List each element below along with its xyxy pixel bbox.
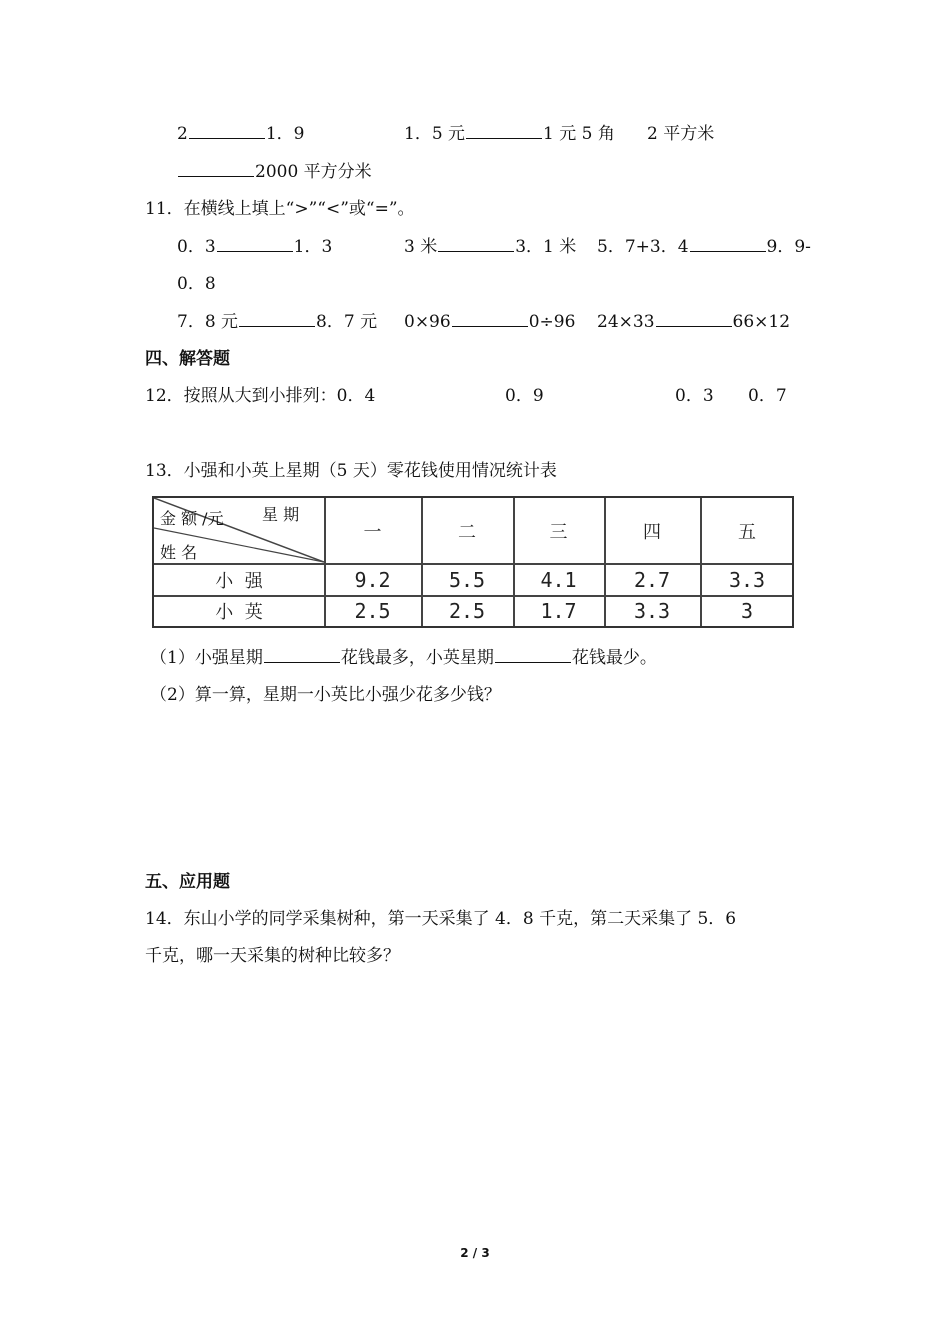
answer-blank[interactable]	[452, 310, 528, 327]
row-name: 小 英	[215, 602, 263, 623]
table-cell: 5.5	[448, 567, 486, 592]
table-header-row	[154, 498, 792, 563]
q13-part2: （2）算一算，星期一小英比小强少花多少钱？	[150, 685, 501, 705]
answer-blank[interactable]	[217, 235, 293, 252]
q13-p1c: 花钱最少。	[571, 648, 657, 668]
table-cell: 3.3	[633, 599, 671, 623]
table-cell: 2.5	[448, 599, 486, 623]
q13-title: 13．小强和小英上星期（5 天）零花钱使用情况统计表	[145, 461, 557, 481]
answer-blank[interactable]	[264, 646, 340, 663]
day-1: 一	[363, 521, 382, 543]
q11-r1-a1: 0．3	[177, 237, 216, 257]
table-cell: 3.3	[728, 567, 766, 592]
q11-title: 11．在横线上填上“>”“<”或“=”。	[145, 199, 415, 219]
q13-part1	[150, 646, 657, 670]
q10-row-c	[647, 122, 714, 146]
q14-line2: 千克，哪一天采集的树种比较多？	[145, 946, 400, 966]
table-cell: 2.5	[354, 599, 391, 623]
day-2: 二	[458, 521, 476, 543]
table-row	[154, 564, 792, 595]
q11-r2-c2: 66×12	[732, 312, 791, 332]
q11-r2-b2: 0÷96	[528, 312, 576, 332]
q11-row1-c	[597, 235, 811, 259]
q10-a1: 2	[177, 124, 188, 144]
q10-row-2	[177, 160, 372, 184]
spending-table	[152, 496, 794, 628]
q10-c1: 2 平方米	[647, 124, 715, 144]
q11-row2-b	[404, 310, 575, 334]
q10-row	[177, 122, 304, 146]
table-cell: 2.7	[633, 567, 671, 592]
q11-r1-a2: 1．3	[293, 237, 333, 257]
q11-r1-b2: 3．1 米	[515, 237, 577, 257]
q12-n3: 0．3	[675, 386, 714, 406]
section-5-title: 五、应用题	[145, 872, 230, 892]
header-name: 姓 名	[160, 543, 198, 562]
page-number: 2 / 3	[460, 1246, 490, 1260]
table-cell: 3	[740, 599, 754, 623]
day-4: 四	[643, 521, 661, 543]
answer-blank[interactable]	[239, 310, 315, 327]
q10-b2: 1 元 5 角	[543, 124, 615, 144]
answer-blank[interactable]	[438, 235, 514, 252]
q11-r1-c1: 5．7+3．4	[597, 237, 689, 257]
answer-blank[interactable]	[690, 235, 766, 252]
day-3: 三	[549, 521, 568, 543]
q11-row1-wrap: 0．8	[177, 274, 216, 294]
q11-row2-c	[597, 310, 790, 334]
table-row	[154, 596, 792, 626]
q10-a2: 1．9	[265, 124, 305, 144]
table-cell: 4.1	[540, 567, 577, 592]
q12-label: 12．按照从大到小排列：0．4	[145, 386, 376, 406]
day-5: 五	[738, 521, 756, 543]
row-name: 小 强	[215, 570, 263, 592]
q11-r1-b1: 3 米	[404, 237, 438, 257]
q11-row1-b	[404, 235, 576, 259]
header-week: 星 期	[262, 505, 300, 524]
q13-p1a: （1）小强星期	[150, 648, 263, 668]
answer-blank[interactable]	[656, 310, 732, 327]
answer-blank[interactable]	[178, 160, 254, 177]
q10-b1: 1．5 元	[404, 124, 466, 144]
q11-r2-a2: 8．7 元	[316, 312, 378, 332]
q12-n4: 0．7	[748, 386, 787, 406]
q14-line1: 14．东山小学的同学采集树种，第一天采集了 4．8 千克，第二天采集了 5．6	[145, 909, 737, 929]
section-4-title: 四、解答题	[145, 349, 230, 369]
q11-r2-b1: 0×96	[404, 312, 451, 332]
q10-c2: 2000 平方分米	[255, 162, 372, 182]
answer-blank[interactable]	[189, 122, 265, 139]
q11-r2-c1: 24×33	[597, 312, 655, 332]
q11-r1-c2: 9．9-	[766, 237, 811, 257]
q10-row-b	[404, 122, 615, 146]
q13-p1b: 花钱最多，小英星期	[340, 648, 494, 668]
table-cell: 1.7	[540, 599, 577, 623]
header-amount: 金 额 /元	[160, 509, 224, 528]
q11-row2-a	[177, 310, 377, 334]
q11-r2-a1: 7．8 元	[177, 312, 239, 332]
q11-row1-a	[177, 235, 332, 259]
answer-blank[interactable]	[495, 646, 571, 663]
answer-blank[interactable]	[466, 122, 542, 139]
q12-n2: 0．9	[505, 386, 544, 406]
table-cell: 9.2	[354, 567, 391, 592]
